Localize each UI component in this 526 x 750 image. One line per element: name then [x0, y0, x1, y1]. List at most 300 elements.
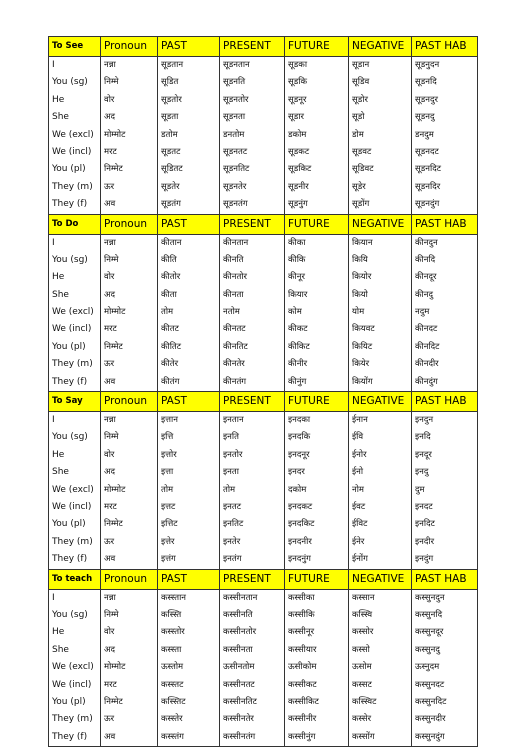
table-cell: सूडकि: [284, 74, 348, 91]
table-cell: अद: [100, 642, 157, 659]
table-cell: कीकिट: [284, 339, 348, 356]
table-cell: इत्ता: [157, 464, 219, 481]
table-cell: नन्ना: [100, 412, 157, 429]
table-cell: इनदूर: [411, 447, 477, 464]
table-cell: सूडनदु: [411, 109, 477, 126]
table-cell: दकोम: [284, 482, 348, 499]
table-cell: इनदनीर: [284, 534, 348, 551]
person-label: I: [52, 237, 55, 248]
table-cell: ऊस्तोम: [157, 659, 219, 676]
table-cell: वोर: [100, 447, 157, 464]
table-cell: निम्मे: [100, 429, 157, 446]
table-cell: कस्सीका: [284, 590, 348, 607]
verb-title: To teach: [52, 573, 93, 584]
table-cell: कीतट: [157, 321, 219, 338]
table-cell: कीकि: [284, 252, 348, 269]
table-cell: सूडनता: [219, 109, 284, 126]
table-cell: डकोम: [284, 127, 348, 144]
table-row: [49, 590, 477, 607]
table-row: [49, 161, 477, 178]
table-cell: इत्तंग: [157, 551, 219, 568]
table-cell: कस्सीनता: [219, 642, 284, 659]
table-cell: अद: [100, 464, 157, 481]
column-header: Pronoun: [100, 37, 157, 56]
table-cell: डतोम: [157, 127, 219, 144]
table-cell: सूडनूर: [284, 92, 348, 109]
table-cell: इनति: [219, 429, 284, 446]
table-cell: सूडनतोर: [219, 92, 284, 109]
table-cell: ईनोर: [348, 447, 411, 464]
table-cell: मोम्मोट: [100, 482, 157, 499]
table-cell: सूडतंग: [157, 196, 219, 213]
table-cell: कस्स्तेर: [157, 711, 219, 728]
table-cell: सूडनतट: [219, 144, 284, 161]
table-cell: सूडता: [157, 109, 219, 126]
person-label: You (pl): [52, 164, 86, 175]
person-label: We (incl): [52, 324, 92, 335]
table-cell: सूडनदुर: [411, 92, 477, 109]
table-cell: कस्स्तान: [157, 590, 219, 607]
table-cell: सूडिव: [348, 74, 411, 91]
table-cell: इनदु: [411, 464, 477, 481]
table-cell: कीनतट: [219, 321, 284, 338]
table-cell: कस्सीनतोर: [219, 624, 284, 641]
table-cell: कियवट: [348, 321, 411, 338]
table-cell: सूडित: [157, 74, 219, 91]
table-cell: सूडो: [348, 109, 411, 126]
table-cell: इनदर: [284, 464, 348, 481]
table-cell: इनतान: [219, 412, 284, 429]
table-cell: मोम्मोट: [100, 659, 157, 676]
table-cell: नन्ना: [100, 57, 157, 74]
table-cell: सूडनतंग: [219, 196, 284, 213]
table-cell: कीनूर: [284, 269, 348, 286]
column-header: PAST HAB: [411, 570, 477, 589]
table-cell: ऊस्नुदम: [411, 659, 477, 676]
person-label: We (excl): [52, 129, 94, 140]
table-cell: कस्सीनति: [219, 607, 284, 624]
verb-section: [49, 37, 477, 214]
table-cell: इनतंग: [219, 551, 284, 568]
person-label: We (excl): [52, 484, 94, 495]
column-header: FUTURE: [284, 392, 348, 411]
table-cell: कस्सुनदीर: [411, 711, 477, 728]
column-header: PAST HAB: [411, 37, 477, 56]
person-label: They (f): [52, 731, 88, 742]
table-cell: योम: [348, 304, 411, 321]
table-cell: सूडनदुंग: [411, 196, 477, 213]
table-cell: ईनो: [348, 464, 411, 481]
table-cell: सूडनतेर: [219, 179, 284, 196]
table-cell: मोम्मोट: [100, 127, 157, 144]
person-label: They (f): [52, 199, 88, 210]
table-cell: ईविट: [348, 516, 411, 533]
person-label: She: [52, 644, 69, 655]
table-cell: कीनता: [219, 287, 284, 304]
column-header: NEGATIVE: [348, 570, 411, 589]
column-header: PAST HAB: [411, 215, 477, 234]
table-cell: मरट: [100, 144, 157, 161]
section-header-row: [49, 214, 477, 235]
table-row: [49, 144, 477, 161]
table-row: [49, 127, 477, 144]
table-cell: कीनदुंग: [411, 374, 477, 391]
table-cell: सूडनदट: [411, 144, 477, 161]
table-cell: ईवट: [348, 499, 411, 516]
table-cell: सूडकट: [284, 144, 348, 161]
table-row: [49, 356, 477, 373]
table-row: [49, 729, 477, 746]
person-label: He: [52, 449, 65, 460]
table-cell: कीनीर: [284, 356, 348, 373]
table-cell: ऊसीकोम: [284, 659, 348, 676]
table-cell: कस्सुनदिट: [411, 694, 477, 711]
table-cell: इत्तिट: [157, 516, 219, 533]
person-label: You (pl): [52, 696, 86, 707]
table-cell: कियोंग: [348, 374, 411, 391]
table-cell: सूडनदिट: [411, 161, 477, 178]
table-cell: तोम: [157, 482, 219, 499]
table-cell: निम्मे: [100, 252, 157, 269]
table-cell: कस्सट: [348, 677, 411, 694]
table-cell: कीनतोर: [219, 269, 284, 286]
table-cell: डनदुम: [411, 127, 477, 144]
table-cell: कीनदि: [411, 252, 477, 269]
table-cell: निम्मेट: [100, 161, 157, 178]
table-cell: कस्सीकिट: [284, 694, 348, 711]
table-cell: इत्तट: [157, 499, 219, 516]
table-cell: कियान: [348, 235, 411, 252]
table-cell: कीतिट: [157, 339, 219, 356]
table-cell: कीतोर: [157, 269, 219, 286]
table-cell: सूडिवट: [348, 161, 411, 178]
table-cell: इनदकिट: [284, 516, 348, 533]
table-cell: ईनोंग: [348, 551, 411, 568]
table-cell: कस्सुनदट: [411, 677, 477, 694]
table-cell: सूडनदिर: [411, 179, 477, 196]
table-cell: इनदकट: [284, 499, 348, 516]
column-header: Pronoun: [100, 570, 157, 589]
table-cell: मरट: [100, 321, 157, 338]
table-cell: कीनति: [219, 252, 284, 269]
table-cell: नन्ना: [100, 235, 157, 252]
person-label: You (sg): [52, 609, 88, 620]
table-cell: कस्सीकट: [284, 677, 348, 694]
column-header: NEGATIVE: [348, 37, 411, 56]
table-cell: वोर: [100, 269, 157, 286]
table-cell: कीनतेर: [219, 356, 284, 373]
table-row: [49, 464, 477, 481]
table-cell: मरट: [100, 677, 157, 694]
table-cell: मरट: [100, 499, 157, 516]
table-cell: इनतिट: [219, 516, 284, 533]
table-cell: सूडनदि: [411, 74, 477, 91]
table-cell: कियि: [348, 252, 411, 269]
table-cell: इनदुन: [411, 412, 477, 429]
table-cell: कस्सीनीर: [284, 711, 348, 728]
column-header: PAST: [157, 37, 219, 56]
section-header-row: [49, 37, 477, 57]
table-cell: सूडोर: [348, 92, 411, 109]
table-cell: कीनदट: [411, 321, 477, 338]
table-row: [49, 339, 477, 356]
column-header: NEGATIVE: [348, 392, 411, 411]
table-cell: कस्सेर: [348, 711, 411, 728]
table-cell: कस्सुनदुंग: [411, 729, 477, 746]
table-cell: कस्सुनदु: [411, 642, 477, 659]
table-cell: सूडनतान: [219, 57, 284, 74]
table-cell: कीनदूर: [411, 269, 477, 286]
table-cell: अद: [100, 287, 157, 304]
person-label: He: [52, 627, 65, 638]
table-cell: सूडितट: [157, 161, 219, 178]
table-cell: नतोम: [219, 304, 284, 321]
column-header: PAST: [157, 392, 219, 411]
table-cell: सूडनुंग: [284, 196, 348, 213]
table-cell: कस्स्तोर: [157, 624, 219, 641]
table-cell: कीता: [157, 287, 219, 304]
table-cell: डनतोम: [219, 127, 284, 144]
table-row: [49, 624, 477, 641]
section-header-row: [49, 391, 477, 412]
table-cell: अव: [100, 196, 157, 213]
table-row: [49, 252, 477, 269]
table-cell: कीतान: [157, 235, 219, 252]
verb-section: [49, 391, 477, 569]
person-label: We (excl): [52, 662, 94, 673]
person-label: They (f): [52, 554, 88, 565]
table-cell: ऊर: [100, 534, 157, 551]
table-cell: कस्सीनुंग: [284, 729, 348, 746]
person-label: We (excl): [52, 307, 94, 318]
table-row: [49, 516, 477, 533]
table-cell: कस्सुनदुन: [411, 590, 477, 607]
column-header: Pronoun: [100, 392, 157, 411]
table-cell: इनतेर: [219, 534, 284, 551]
person-label: She: [52, 467, 69, 478]
table-cell: इनदकि: [284, 429, 348, 446]
column-header: PAST: [157, 215, 219, 234]
section-header-row: [49, 569, 477, 590]
table-cell: कीनतान: [219, 235, 284, 252]
table-cell: सूडनुदन: [411, 57, 477, 74]
table-cell: दुम: [411, 482, 477, 499]
table-cell: कीनतंग: [219, 374, 284, 391]
table-cell: इनदीर: [411, 534, 477, 551]
table-cell: कीकट: [284, 321, 348, 338]
person-label: She: [52, 112, 69, 123]
column-header: PAST HAB: [411, 392, 477, 411]
column-header: FUTURE: [284, 37, 348, 56]
table-cell: कस्स्ति: [157, 607, 219, 624]
table-row: [49, 304, 477, 321]
table-cell: कस्सीनतान: [219, 590, 284, 607]
table-row: [49, 57, 477, 74]
table-cell: इनदि: [411, 429, 477, 446]
table-row: [49, 607, 477, 624]
table-cell: इनतोर: [219, 447, 284, 464]
person-label: They (m): [52, 536, 93, 547]
table-row: [49, 482, 477, 499]
table-cell: कस्स्तिट: [157, 694, 219, 711]
column-header: FUTURE: [284, 570, 348, 589]
table-cell: कीतंग: [157, 374, 219, 391]
table-cell: कस्स्ता: [157, 642, 219, 659]
table-cell: इनतट: [219, 499, 284, 516]
conjugation-table: [48, 36, 478, 747]
column-header: PRESENT: [219, 37, 284, 56]
table-cell: निम्मे: [100, 74, 157, 91]
table-cell: ईनान: [348, 412, 411, 429]
person-label: You (sg): [52, 254, 88, 265]
table-cell: कस्सीनतट: [219, 677, 284, 694]
table-cell: ऊर: [100, 179, 157, 196]
person-label: We (incl): [52, 501, 92, 512]
table-cell: डोम: [348, 127, 411, 144]
table-row: [49, 694, 477, 711]
table-row: [49, 711, 477, 728]
table-row: [49, 499, 477, 516]
table-row: [49, 412, 477, 429]
table-row: [49, 287, 477, 304]
table-cell: सूडतोर: [157, 92, 219, 109]
person-label: I: [52, 592, 55, 603]
table-cell: कियेर: [348, 356, 411, 373]
table-cell: सूडतान: [157, 57, 219, 74]
table-row: [49, 642, 477, 659]
person-label: They (m): [52, 714, 93, 725]
table-cell: कस्सीनतिट: [219, 694, 284, 711]
table-cell: कोम: [284, 304, 348, 321]
table-cell: कस्सान: [348, 590, 411, 607]
table-cell: अद: [100, 109, 157, 126]
person-label: You (pl): [52, 519, 86, 530]
table-cell: सूडनतिट: [219, 161, 284, 178]
table-cell: कस्सीनतंग: [219, 729, 284, 746]
table-cell: कस्सीकि: [284, 607, 348, 624]
table-cell: मोम्मोट: [100, 304, 157, 321]
table-cell: अव: [100, 729, 157, 746]
table-cell: वोर: [100, 624, 157, 641]
table-cell: ऊर: [100, 711, 157, 728]
column-header: FUTURE: [284, 215, 348, 234]
table-cell: इत्तेर: [157, 534, 219, 551]
person-label: He: [52, 94, 65, 105]
table-cell: सूडोंग: [348, 196, 411, 213]
table-cell: कीति: [157, 252, 219, 269]
table-cell: कीका: [284, 235, 348, 252]
table-cell: कियार: [284, 287, 348, 304]
column-header: NEGATIVE: [348, 215, 411, 234]
table-cell: कस्सीयार: [284, 642, 348, 659]
person-label: They (m): [52, 181, 93, 192]
table-row: [49, 551, 477, 568]
column-header: Pronoun: [100, 215, 157, 234]
table-row: [49, 179, 477, 196]
column-header: PAST: [157, 570, 219, 589]
person-label: They (f): [52, 376, 88, 387]
table-cell: इत्तान: [157, 412, 219, 429]
table-cell: इत्ति: [157, 429, 219, 446]
table-cell: अव: [100, 551, 157, 568]
table-cell: वोर: [100, 92, 157, 109]
table-cell: सूडका: [284, 57, 348, 74]
table-cell: अव: [100, 374, 157, 391]
table-cell: कियिट: [348, 339, 411, 356]
table-cell: कस्सो: [348, 642, 411, 659]
table-row: [49, 659, 477, 676]
table-cell: सूडनति: [219, 74, 284, 91]
person-label: I: [52, 60, 55, 70]
person-label: We (incl): [52, 146, 92, 157]
table-cell: कीनदु: [411, 287, 477, 304]
column-header: PRESENT: [219, 215, 284, 234]
table-cell: सूडतट: [157, 144, 219, 161]
table-cell: निम्मेट: [100, 339, 157, 356]
table-row: [49, 235, 477, 252]
table-cell: कीनतिट: [219, 339, 284, 356]
table-cell: ऊसोम: [348, 659, 411, 676]
table-row: [49, 269, 477, 286]
verb-section: [49, 214, 477, 392]
table-cell: कस्सोर: [348, 624, 411, 641]
table-cell: इनदनूर: [284, 447, 348, 464]
table-cell: सूडवट: [348, 144, 411, 161]
table-cell: सूडेर: [348, 179, 411, 196]
table-cell: कीनुंग: [284, 374, 348, 391]
table-cell: कियो: [348, 287, 411, 304]
table-cell: सूडान: [348, 57, 411, 74]
table-cell: कियोर: [348, 269, 411, 286]
table-cell: निम्मेट: [100, 516, 157, 533]
table-cell: इनदिट: [411, 516, 477, 533]
table-cell: इनदका: [284, 412, 348, 429]
person-label: I: [52, 415, 55, 426]
table-cell: कीनदिट: [411, 339, 477, 356]
table-cell: कीनदीर: [411, 356, 477, 373]
table-row: [49, 429, 477, 446]
person-label: You (sg): [52, 77, 88, 88]
table-row: [49, 677, 477, 694]
verb-title: To Do: [52, 218, 79, 229]
table-cell: इत्तोर: [157, 447, 219, 464]
table-cell: तोम: [157, 304, 219, 321]
table-cell: इनदुंग: [411, 551, 477, 568]
table-cell: कस्सीनूर: [284, 624, 348, 641]
table-cell: नन्ना: [100, 590, 157, 607]
table-cell: कस्स्तंग: [157, 729, 219, 746]
person-label: She: [52, 289, 69, 300]
table-cell: ऊर: [100, 356, 157, 373]
table-cell: ईवि: [348, 429, 411, 446]
table-cell: इनता: [219, 464, 284, 481]
table-cell: कस्सोंग: [348, 729, 411, 746]
table-cell: निम्मेट: [100, 694, 157, 711]
person-label: He: [52, 272, 65, 283]
table-cell: कस्स्विट: [348, 694, 411, 711]
table-cell: कीतेर: [157, 356, 219, 373]
table-cell: इनदट: [411, 499, 477, 516]
table-cell: कस्स्वि: [348, 607, 411, 624]
verb-section: [49, 569, 477, 747]
table-cell: सूडकिट: [284, 161, 348, 178]
table-cell: कस्स्तट: [157, 677, 219, 694]
verb-title: To See: [52, 41, 84, 51]
table-row: [49, 447, 477, 464]
table-row: [49, 321, 477, 338]
table-row: [49, 534, 477, 551]
table-cell: तोम: [219, 482, 284, 499]
